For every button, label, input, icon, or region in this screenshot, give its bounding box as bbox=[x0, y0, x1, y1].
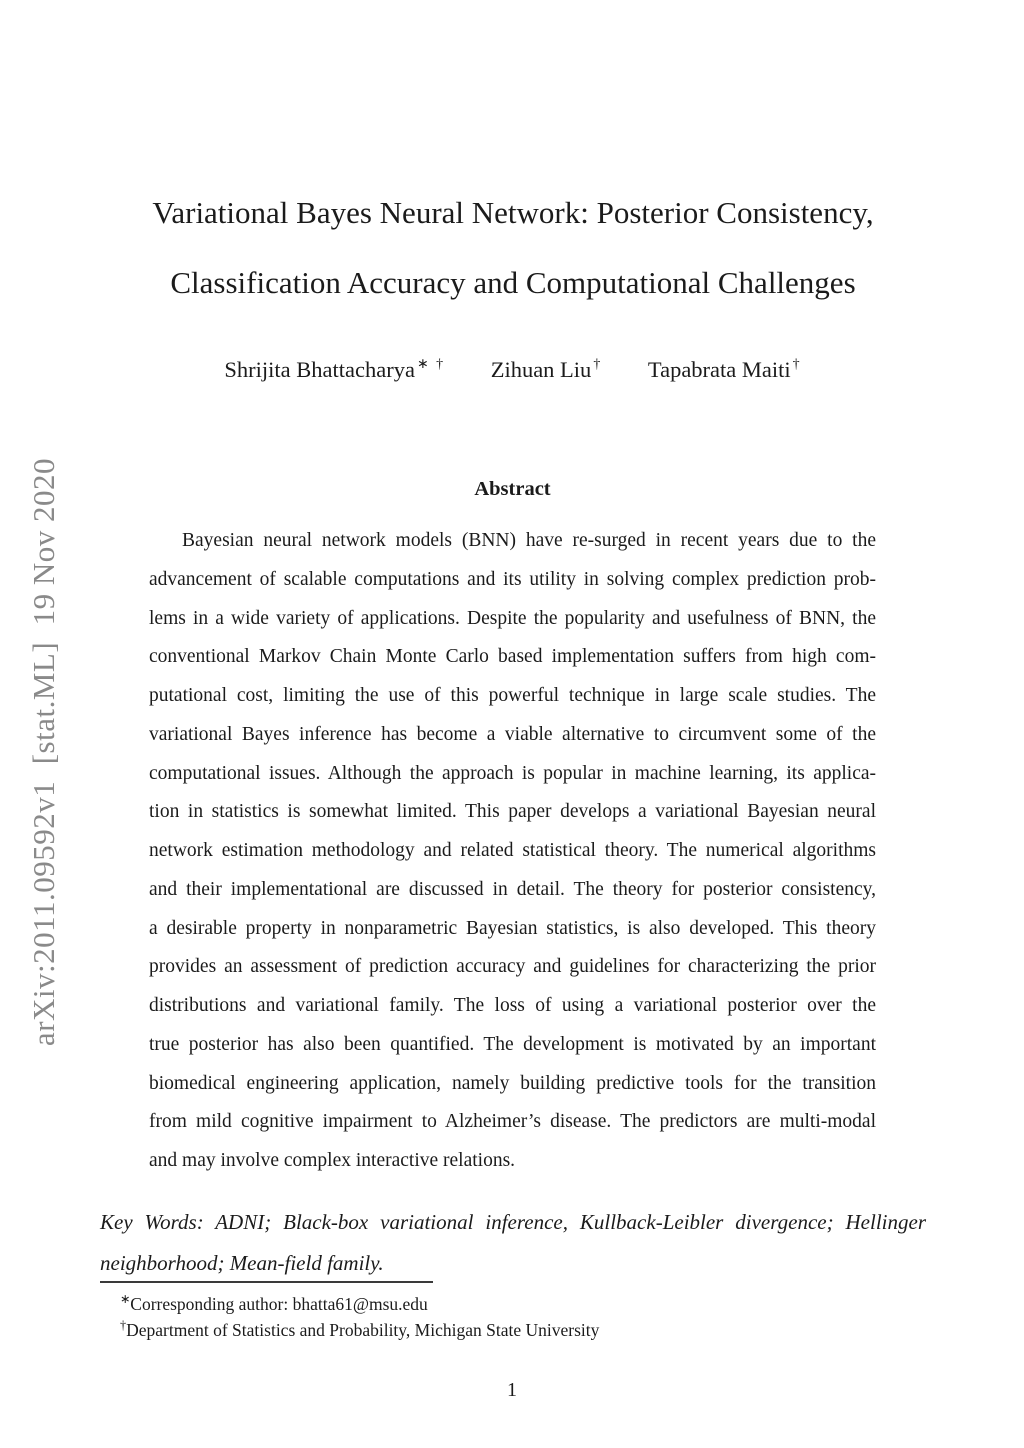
keywords-line-2: neighborhood; Mean-field family. bbox=[100, 1251, 384, 1275]
abstract-line: advancement of scalable computations and its utility in solving complex prediction prob- bbox=[149, 568, 876, 590]
abstract-line: lems in a wide variety of applications. Despite the popularity and usefulness of BNN, the bbox=[149, 607, 876, 629]
author-2-name: Zihuan Liu bbox=[490, 356, 592, 382]
abstract-line: and their implementational are discussed in detail. The theory for posterior consistency, bbox=[149, 878, 876, 900]
author-1-marks: ∗ † bbox=[416, 357, 446, 372]
paper-title bbox=[99, 192, 927, 304]
footnote-1-text: Corresponding author: bhatta61@msu.edu bbox=[130, 1293, 428, 1314]
author-3-name: Tapabrata Maiti bbox=[647, 356, 791, 382]
abstract-line: true posterior has also been quantified. The development is motivated by an important bbox=[149, 1033, 876, 1055]
abstract-body bbox=[149, 522, 876, 1181]
footnote-corresponding-author bbox=[100, 1289, 926, 1315]
author-1 bbox=[224, 357, 445, 382]
arxiv-sidebar-label: arXiv:2011.09592v1 [stat.ML] 19 Nov 2020 bbox=[26, 457, 61, 1047]
keywords-block bbox=[100, 1202, 926, 1284]
footnote-1-mark: ∗ bbox=[120, 1292, 131, 1306]
abstract-line: distributions and variational family. The loss of using a variational posterior over the bbox=[149, 995, 876, 1016]
author-2 bbox=[491, 357, 603, 382]
paper-title-line-1: Variational Bayes Neural Network: Posterior Consistency, bbox=[152, 195, 874, 230]
abstract-heading: Abstract bbox=[474, 478, 551, 500]
author-2-marks: † bbox=[593, 357, 603, 372]
abstract-line: computational issues. Although the approach is popular in machine learning, its applica- bbox=[149, 762, 876, 784]
abstract-line: a desirable property in nonparametric Bayesian statistics, is also developed. This theory bbox=[149, 917, 876, 939]
abstract-line: biomedical engineering application, namely building predictive tools for the transition bbox=[149, 1072, 876, 1094]
author-1-name: Shrijita Bhattacharya bbox=[224, 356, 415, 382]
footnotes-block bbox=[100, 1289, 926, 1342]
abstract-line: conventional Markov Chain Monte Carlo based implementation suffers from high com- bbox=[149, 646, 876, 668]
abstract-line: Bayesian neural network models (BNN) have re-surged in recent years due to the bbox=[182, 530, 876, 551]
abstract-line: tion in statistics is somewhat limited. This paper develops a variational Bayesian neural bbox=[149, 801, 876, 823]
abstract-line: variational Bayes inference has become a viable alternative to circumvent some of the bbox=[149, 723, 876, 745]
footnote-2-text: Department of Statistics and Probability, Michigan State University bbox=[126, 1320, 600, 1341]
footnote-2-mark: † bbox=[120, 1318, 127, 1333]
paper-title-line-2: Classification Accuracy and Computational Challenges bbox=[170, 265, 856, 300]
author-3 bbox=[648, 357, 802, 382]
abstract-line: from mild cognitive impairment to Alzheimer’s disease. The predictors are multi-modal bbox=[149, 1111, 876, 1133]
footnote-divider bbox=[100, 1281, 433, 1283]
footnote-affiliation bbox=[100, 1315, 926, 1341]
abstract-line: network estimation methodology and related statistical theory. The numerical algorithms bbox=[149, 840, 876, 861]
abstract-line: provides an assessment of prediction accuracy and guidelines for characterizing the prior bbox=[149, 956, 876, 978]
abstract-line: putational cost, limiting the use of this powerful technique in large scale studies. The bbox=[149, 685, 876, 706]
author-3-marks: † bbox=[792, 357, 802, 372]
author-list bbox=[99, 356, 927, 383]
page-number: 1 bbox=[507, 1379, 517, 1401]
abstract-line: and may involve complex interactive relations. bbox=[149, 1150, 516, 1171]
keywords-line-1: Key Words: ADNI; Black-box variational inference, Kullback-Leibler divergence; Hellinger bbox=[100, 1210, 926, 1234]
